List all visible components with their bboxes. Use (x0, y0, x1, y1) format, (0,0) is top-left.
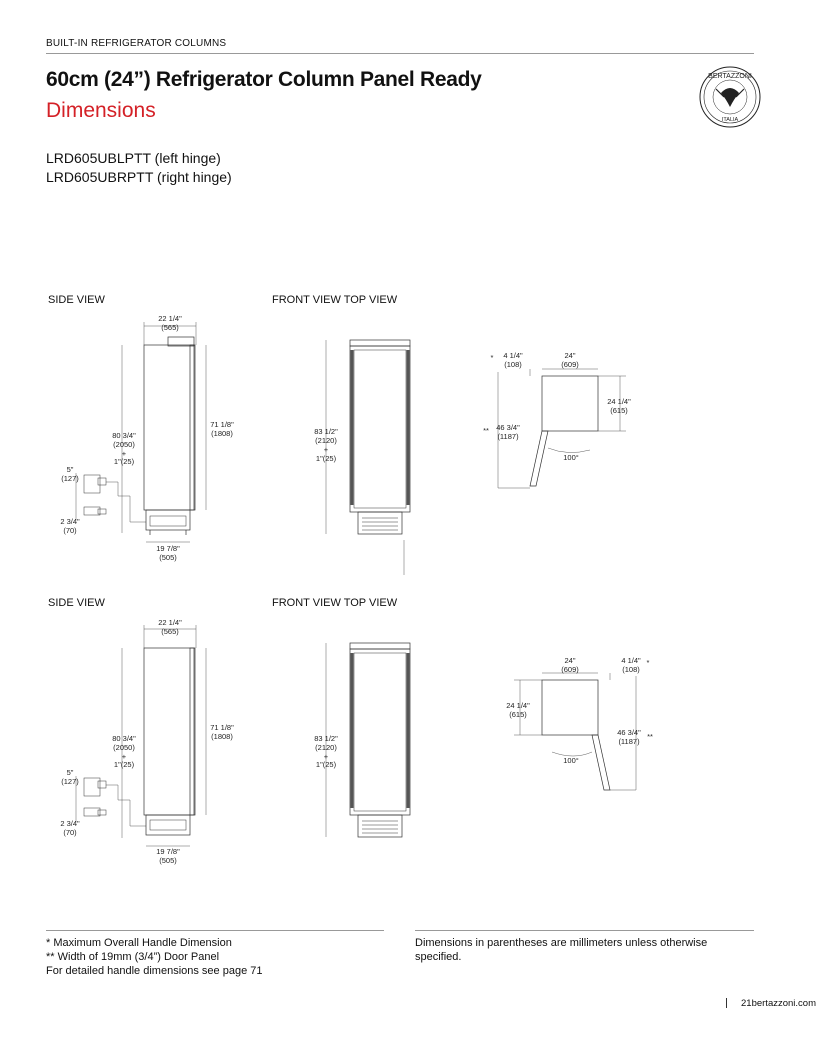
svg-text:(505): (505) (159, 553, 177, 562)
svg-text:100°: 100° (563, 756, 579, 765)
logo-ring-top: BERTAZZONI (708, 73, 752, 80)
svg-text:24 1/4": 24 1/4" (607, 397, 631, 406)
page-title: 60cm (24”) Refrigerator Column Panel Ready (46, 68, 482, 91)
page-subtitle: Dimensions (46, 99, 156, 122)
svg-text:(127): (127) (61, 474, 79, 483)
svg-text:80 3/4": 80 3/4" (112, 431, 136, 440)
svg-text:+: + (121, 449, 127, 458)
svg-text:(108): (108) (504, 360, 522, 369)
dimension-labels-2 (60, 618, 653, 865)
svg-text:24": 24" (564, 351, 576, 360)
front-view-2 (323, 643, 410, 837)
svg-text:(108): (108) (622, 665, 640, 674)
side-view-2 (76, 625, 206, 846)
svg-text:*: * (490, 353, 494, 362)
svg-text:100°: 100° (563, 453, 579, 462)
front-top-label-2: FRONT VIEW TOP VIEW (272, 597, 398, 609)
footnote-handle: * Maximum Overall Handle Dimension (46, 937, 232, 949)
svg-text:1"(25): 1"(25) (315, 760, 337, 769)
logo-ring-bottom: ITALIA (721, 117, 739, 123)
svg-text:**: ** (647, 732, 653, 741)
svg-text:(2120): (2120) (315, 436, 337, 445)
svg-text:(615): (615) (610, 406, 628, 415)
svg-text:(70): (70) (63, 828, 77, 837)
svg-text:80 3/4": 80 3/4" (112, 734, 136, 743)
svg-text:+: + (323, 752, 329, 761)
svg-text:(565): (565) (161, 627, 179, 636)
svg-text:46 3/4": 46 3/4" (617, 728, 641, 737)
front-top-label-1: FRONT VIEW TOP VIEW (272, 294, 398, 306)
svg-text:71 1/8": 71 1/8" (210, 723, 234, 732)
svg-text:(1808): (1808) (211, 429, 233, 438)
svg-text:22 1/4": 22 1/4" (158, 314, 182, 323)
svg-text:+: + (323, 445, 329, 454)
model-right-hinge: LRD605UBRPTT (right hinge) (46, 169, 232, 185)
svg-text:(609): (609) (561, 360, 579, 369)
svg-text:19 7/8": 19 7/8" (156, 847, 180, 856)
side-view-1 (76, 322, 206, 542)
svg-text:**: ** (483, 426, 489, 435)
footnote-handle-page: For detailed handle dimensions see page 71 (46, 965, 263, 977)
brand-url[interactable]: bertazzoni.com (751, 998, 816, 1009)
svg-text:1"(25): 1"(25) (315, 454, 337, 463)
svg-text:83 1/2": 83 1/2" (314, 734, 338, 743)
drawing-set-right-hinge (76, 625, 636, 846)
svg-text:24": 24" (564, 656, 576, 665)
svg-text:(1187): (1187) (618, 737, 640, 746)
svg-text:(565): (565) (161, 323, 179, 332)
svg-text:1"(25): 1"(25) (113, 760, 135, 769)
side-view-label-2: SIDE VIEW (48, 597, 105, 609)
svg-text:(70): (70) (63, 526, 77, 535)
svg-text:83 1/2": 83 1/2" (314, 427, 338, 436)
section-label: BUILT-IN REFRIGERATOR COLUMNS (46, 38, 227, 49)
svg-text:2 3/4": 2 3/4" (60, 517, 80, 526)
svg-text:22 1/4": 22 1/4" (158, 618, 182, 627)
svg-text:(505): (505) (159, 856, 177, 865)
footer-divider-left (46, 930, 384, 931)
svg-text:+: + (121, 752, 127, 761)
footnote-units: Dimensions in parentheses are millimeters unless otherwise specified. (415, 937, 708, 963)
svg-text:(127): (127) (61, 777, 79, 786)
svg-text:(1187): (1187) (497, 432, 519, 441)
svg-text:4 1/4": 4 1/4" (503, 351, 523, 360)
svg-text:(1808): (1808) (211, 732, 233, 741)
svg-text:1"(25): 1"(25) (113, 457, 135, 466)
svg-text:*: * (646, 658, 650, 667)
svg-text:71 1/8": 71 1/8" (210, 420, 234, 429)
footer-divider-right (415, 930, 754, 931)
svg-text:5": 5" (66, 465, 74, 474)
svg-text:46 3/4": 46 3/4" (496, 423, 520, 432)
svg-text:(2120): (2120) (315, 743, 337, 752)
svg-text:(2050): (2050) (113, 743, 135, 752)
side-view-label-1: SIDE VIEW (48, 294, 105, 306)
page-number-divider (726, 998, 727, 1008)
drawing-set-left-hinge (76, 322, 626, 575)
svg-text:4 1/4": 4 1/4" (621, 656, 641, 665)
svg-text:19 7/8": 19 7/8" (156, 544, 180, 553)
svg-text:(609): (609) (561, 665, 579, 674)
svg-text:(2050): (2050) (113, 440, 135, 449)
svg-text:2 3/4": 2 3/4" (60, 819, 80, 828)
svg-text:5": 5" (66, 768, 74, 777)
footnote-panel: ** Width of 19mm (3/4”) Door Panel (46, 951, 220, 963)
front-view-1 (323, 340, 410, 575)
svg-text:(615): (615) (509, 710, 527, 719)
model-left-hinge: LRD605UBLPTT (left hinge) (46, 150, 221, 166)
page-footer (741, 998, 816, 1009)
svg-text:24 1/4": 24 1/4" (506, 701, 530, 710)
page-number: 21 (741, 998, 752, 1009)
